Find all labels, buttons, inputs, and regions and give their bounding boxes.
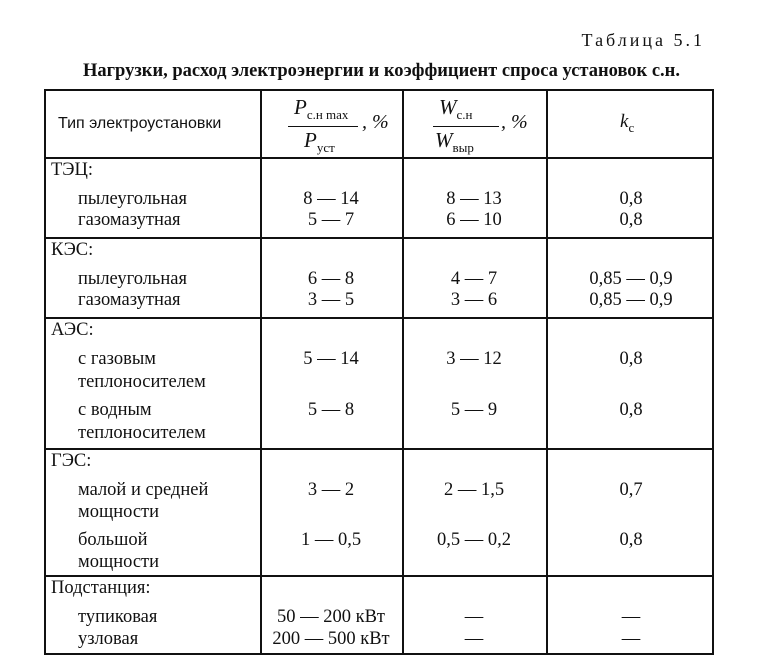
row-power-ratio: 8 — 14 <box>303 189 359 209</box>
header-w-den-letter: W <box>435 128 453 152</box>
header-w-den-sub: выр <box>452 140 474 156</box>
header-p-unit: , % <box>362 111 389 133</box>
header-k-letter: k <box>620 111 629 132</box>
row-energy-ratio: 4 — 7 <box>450 269 498 289</box>
row-demand-coefficient: 0,8 <box>619 189 643 209</box>
table-label: Таблица 5.1 <box>581 30 705 50</box>
header-p-num-sub: с.н max <box>306 107 349 123</box>
row-type-continued: мощности <box>78 502 160 522</box>
row-power-ratio: 1 — 0,5 <box>300 530 362 550</box>
row-divider <box>46 448 712 450</box>
header-k-sub: с <box>628 119 635 135</box>
header-p-den-letter: P <box>304 128 317 152</box>
row-power-ratio: 5 — 7 <box>307 210 355 230</box>
row-type: пылеугольная <box>78 269 187 289</box>
row-type-continued: теплоносителем <box>78 372 206 392</box>
header-p-num-letter: P <box>294 95 307 119</box>
row-demand-coefficient: 0,8 <box>619 400 643 420</box>
data-table <box>44 89 714 655</box>
row-power-ratio: 50 — 200 кВт <box>276 607 386 627</box>
row-divider <box>46 317 712 319</box>
header-w-unit: , % <box>501 111 528 133</box>
row-power-ratio: 5 — 8 <box>307 400 355 420</box>
row-energy-ratio: 3 — 6 <box>450 290 498 310</box>
row-divider <box>46 237 712 239</box>
group-name: АЭС: <box>51 320 94 340</box>
row-power-ratio: 3 — 2 <box>307 480 355 500</box>
row-demand-coefficient: 0,8 <box>619 349 643 369</box>
column-divider <box>402 91 404 653</box>
row-power-ratio: 6 — 8 <box>307 269 355 289</box>
row-power-ratio: 3 — 5 <box>307 290 355 310</box>
header-energy-ratio <box>431 95 546 155</box>
header-demand-coefficient <box>620 111 634 136</box>
row-energy-ratio: 5 — 9 <box>450 400 498 420</box>
table-caption: Нагрузки, расход электроэнергии и коэффициент спроса установок с.н. <box>83 61 680 81</box>
header-type: Тип электроустановки <box>58 115 222 132</box>
row-type: большой <box>78 530 148 550</box>
row-demand-coefficient: — <box>621 629 641 649</box>
group-name: Подстанция: <box>51 578 151 598</box>
row-divider <box>46 157 712 159</box>
row-demand-coefficient: — <box>621 607 641 627</box>
group-name: ТЭЦ: <box>51 160 94 180</box>
row-energy-ratio: 0,5 — 0,2 <box>437 530 511 550</box>
row-type: малой и средней <box>78 480 209 500</box>
row-type: узловая <box>78 629 139 649</box>
row-demand-coefficient: 0,85 — 0,9 <box>589 290 673 310</box>
row-type: газомазутная <box>78 210 181 230</box>
row-power-ratio: 5 — 14 <box>303 349 359 369</box>
row-energy-ratio: 3 — 12 <box>446 349 502 369</box>
row-power-ratio: 200 — 500 кВт <box>272 629 390 649</box>
header-p-den-sub: уст <box>316 140 335 156</box>
row-demand-coefficient: 0,8 <box>619 530 643 550</box>
header-w-num-sub: с.н <box>456 107 473 123</box>
row-energy-ratio: 8 — 13 <box>446 189 502 209</box>
column-divider <box>260 91 262 653</box>
row-demand-coefficient: 0,8 <box>619 210 643 230</box>
row-demand-coefficient: 0,85 — 0,9 <box>589 269 673 289</box>
row-type: тупиковая <box>78 607 158 627</box>
header-w-num-letter: W <box>439 95 457 119</box>
row-type: газомазутная <box>78 290 181 310</box>
row-type: пылеугольная <box>78 189 187 209</box>
row-type-continued: мощности <box>78 552 160 572</box>
row-demand-coefficient: 0,7 <box>619 480 643 500</box>
row-energy-ratio: 2 — 1,5 <box>443 480 505 500</box>
header-power-ratio <box>282 95 397 155</box>
column-divider <box>546 91 548 653</box>
group-name: ГЭС: <box>51 451 92 471</box>
row-type: с газовым <box>78 349 156 369</box>
row-type-continued: теплоносителем <box>78 423 206 443</box>
row-energy-ratio: — <box>464 607 484 627</box>
row-energy-ratio: 6 — 10 <box>446 210 502 230</box>
row-type: с водным <box>78 400 152 420</box>
group-name: КЭС: <box>51 240 94 260</box>
row-energy-ratio: — <box>464 629 484 649</box>
